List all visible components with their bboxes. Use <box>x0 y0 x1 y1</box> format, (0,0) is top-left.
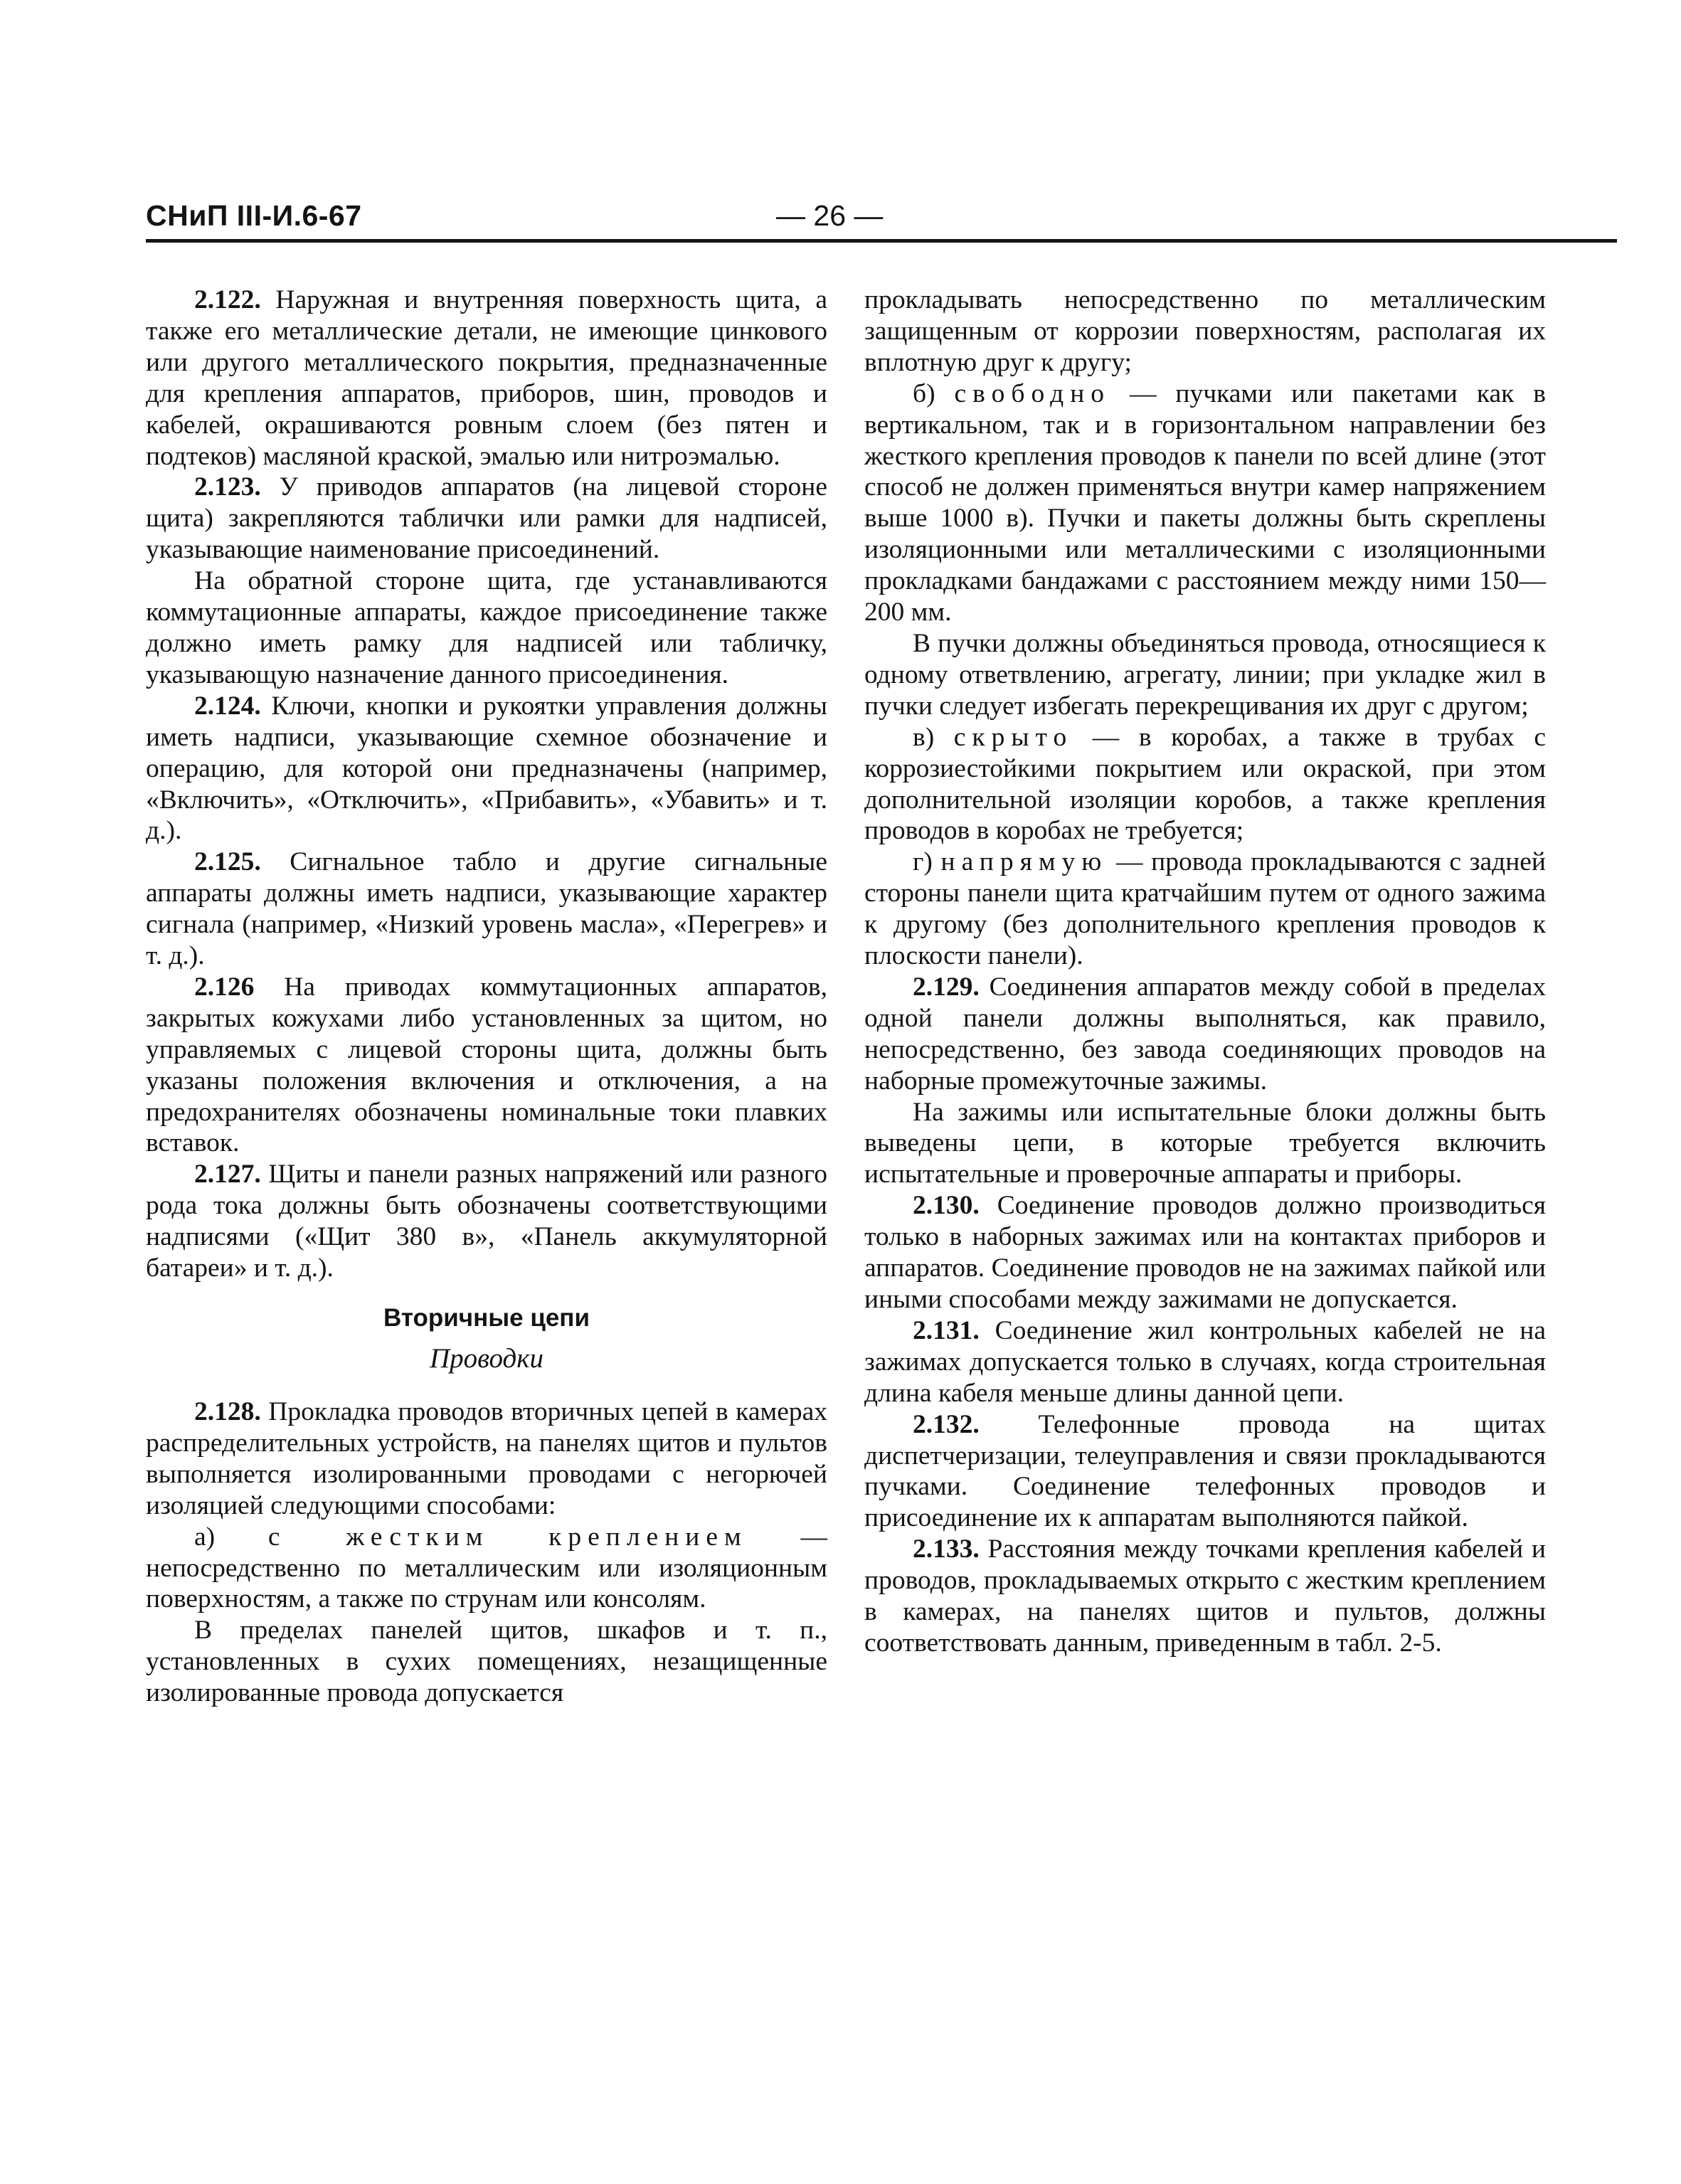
clause-number: 2.124. <box>194 691 261 721</box>
clause-2-126 <box>146 972 827 1159</box>
clause-number: 2.131. <box>913 1315 980 1345</box>
page-header <box>146 199 1611 243</box>
item-text: — пучками или пакетами как в вертикальном, так и в горизонтальном направлении без жесткого крепления проводов к панели по всей длине (этот способ не должен применяться внутри камер напряжением выше 1000 в). Пучки и пакеты должны быть скреплены изоляционными или металлическими с изоляционными прокладками бандажами с расстоянием между ними 150—200 мм. <box>864 378 1546 627</box>
list-item-c <box>864 722 1546 847</box>
clause-number: 2.133. <box>913 1534 980 1564</box>
clause-2-130 <box>864 1190 1546 1315</box>
clause-2-128 <box>146 1396 827 1522</box>
item-text: — в коробах, а также в трубах с коррозиестойкими покрытием или окраской, при этом дополнительной изоляции коробов, а также крепления проводов в коробах не требуется; <box>864 722 1546 846</box>
item-text: — непосредственно по металлическим или изоляционным поверхностям, а также по струнам или консолям. <box>146 1522 827 1614</box>
clause-text: Наружная и внутренняя поверхность щита, а также его металлические детали, не имеющие цинкового или другого металлического покрытия, предназначенные для крепления аппаратов, приборов, шин, проводов и кабелей, окрашиваются ровным слоем (без пятен и подтеков) масляной краской, эмалью или нитроэмалью. <box>146 285 827 471</box>
list-item-a <box>146 1522 827 1616</box>
paragraph-continuation: прокладывать непосредственно по металлическим защищенным от коррозии поверхностям, располагая их вплотную друг к другу; <box>864 285 1546 377</box>
item-label: в) <box>913 722 954 752</box>
item-label: б) <box>913 378 955 408</box>
list-item-b <box>864 378 1546 628</box>
document-code: СНиП III-И.6-67 <box>146 199 362 232</box>
clause-text: Прокладка проводов вторичных цепей в камерах распределительных устройств, на панелях щитов и пультов выполняется изолированными проводами с негорючей изоляцией следующими способами: <box>146 1397 827 1520</box>
clause-number: 2.129. <box>913 972 980 1002</box>
clause-number: 2.132. <box>913 1409 980 1439</box>
clause-text: Ключи, кнопки и рукоятки управления должны иметь надписи, указывающие схемное обозначение и операцию, для которой они предназначены (например, «Включить», «Отключить», «Прибавить», «Убавить» и т. д.). <box>146 691 827 846</box>
item-term: напрямую <box>940 847 1108 877</box>
header-rule <box>146 239 1617 243</box>
clause-text: Щиты и панели разных напряжений или разного рода тока должны быть обозначены соответствующими надписями («Щит 380 в», «Панель аккумуляторной батареи» и т. д.). <box>146 1160 827 1283</box>
paragraph-bundles: В пучки должны объединяться провода, относящиеся к одному ответвлению, агрегату, линии; при укладке жил в пучки следует избегать перекрещивания их друг с другом; <box>864 628 1546 721</box>
clause-2-131 <box>864 1315 1546 1409</box>
paragraph-reverse-side: На обратной стороне щита, где устанавливаются коммутационные аппараты, каждое присоединение также должно иметь рамку для надписей или табличку, указывающую назначение данного присоединения. <box>146 566 827 689</box>
item-term: свободно <box>954 378 1111 408</box>
clause-text: Соединение проводов должно производиться только в наборных зажимах или на контактах приборов и аппаратов. Соединение проводов не на зажимах пайкой или иными способами между зажимами не допускается. <box>864 1191 1546 1314</box>
section-subheading: Проводки <box>429 1343 544 1374</box>
left-column <box>146 285 827 1709</box>
page-number: — 26 — <box>776 199 884 232</box>
right-column <box>864 285 1546 1659</box>
clause-text: Сигнальное табло и другие сигнальные аппараты должны иметь надписи, указывающие характер сигнала (например, «Низкий уровень масла», «Перегрев» и т. д.). <box>146 847 827 971</box>
clause-text: Соединение жил контрольных кабелей не на зажимах допускается только в случаях, когда строительная длина кабеля меньше длины данной цепи. <box>864 1315 1546 1408</box>
item-label: а) <box>194 1522 268 1552</box>
list-item-d <box>864 847 1546 972</box>
clause-number: 2.128. <box>194 1397 261 1426</box>
clause-2-123 <box>146 472 827 566</box>
clause-2-129 <box>864 972 1546 1097</box>
item-label: г) <box>913 847 941 877</box>
clause-text: У приводов аппаратов (на лицевой стороне щита) закрепляются таблички или рамки для надписей, указывающие наименование присоединений. <box>146 472 827 565</box>
clause-text: На приводах коммутационных аппаратов, закрытых кожухами либо установленных за щитом, но управляемых с лицевой стороны щита, должны быть указаны положения включения и отключения, а на предохранителях обозначены номинальные токи плавких вставок. <box>146 972 827 1158</box>
clause-number: 2.127. <box>194 1160 261 1189</box>
item-text: — провода прокладываются с задней стороны панели щита кратчайшим путем от одного зажима к другому (без дополнительного крепления проводов к плоскости панели). <box>864 847 1546 971</box>
clause-number: 2.130. <box>913 1191 980 1221</box>
section-heading: Вторичные цепи <box>383 1304 590 1332</box>
clause-number: 2.126 <box>194 972 255 1002</box>
clause-2-124 <box>146 691 827 847</box>
clause-text: Соединения аппаратов между собой в пределах одной панели должны выполняться, как правило, непосредственно, без завода соединяющих проводов на наборные промежуточные зажимы. <box>864 972 1546 1096</box>
item-term: с жестким креплением <box>267 1522 748 1552</box>
clause-2-122 <box>146 285 827 472</box>
item-term: скрыто <box>953 722 1073 752</box>
clause-2-133 <box>864 1534 1546 1659</box>
paragraph-within-panels: В пределах панелей щитов, шкафов и т. п., установленных в сухих помещениях, незащищенные изолированные провода допускается <box>146 1616 827 1708</box>
clause-number: 2.122. <box>194 285 261 314</box>
clause-text: Телефонные провода на щитах диспетчеризации, телеуправления и связи прокладываются пучками. Соединение телефонных проводов и присоединение их к аппаратам выполняются пайкой. <box>864 1409 1546 1533</box>
clause-2-127 <box>146 1159 827 1284</box>
clause-number: 2.123. <box>194 472 261 502</box>
clause-number: 2.125. <box>194 847 261 877</box>
clause-2-125 <box>146 847 827 972</box>
paragraph-test-blocks: На зажимы или испытательные блоки должны быть выведены цепи, в которые требуется включить испытательные и проверочные аппараты и приборы. <box>864 1097 1546 1189</box>
clause-2-132 <box>864 1409 1546 1534</box>
clause-text: Расстояния между точками крепления кабелей и проводов, прокладываемых открыто с жестким креплением в камерах, на панелях щитов и пультов, должны соответствовать данным, приведенным в табл. 2-5. <box>864 1534 1546 1658</box>
